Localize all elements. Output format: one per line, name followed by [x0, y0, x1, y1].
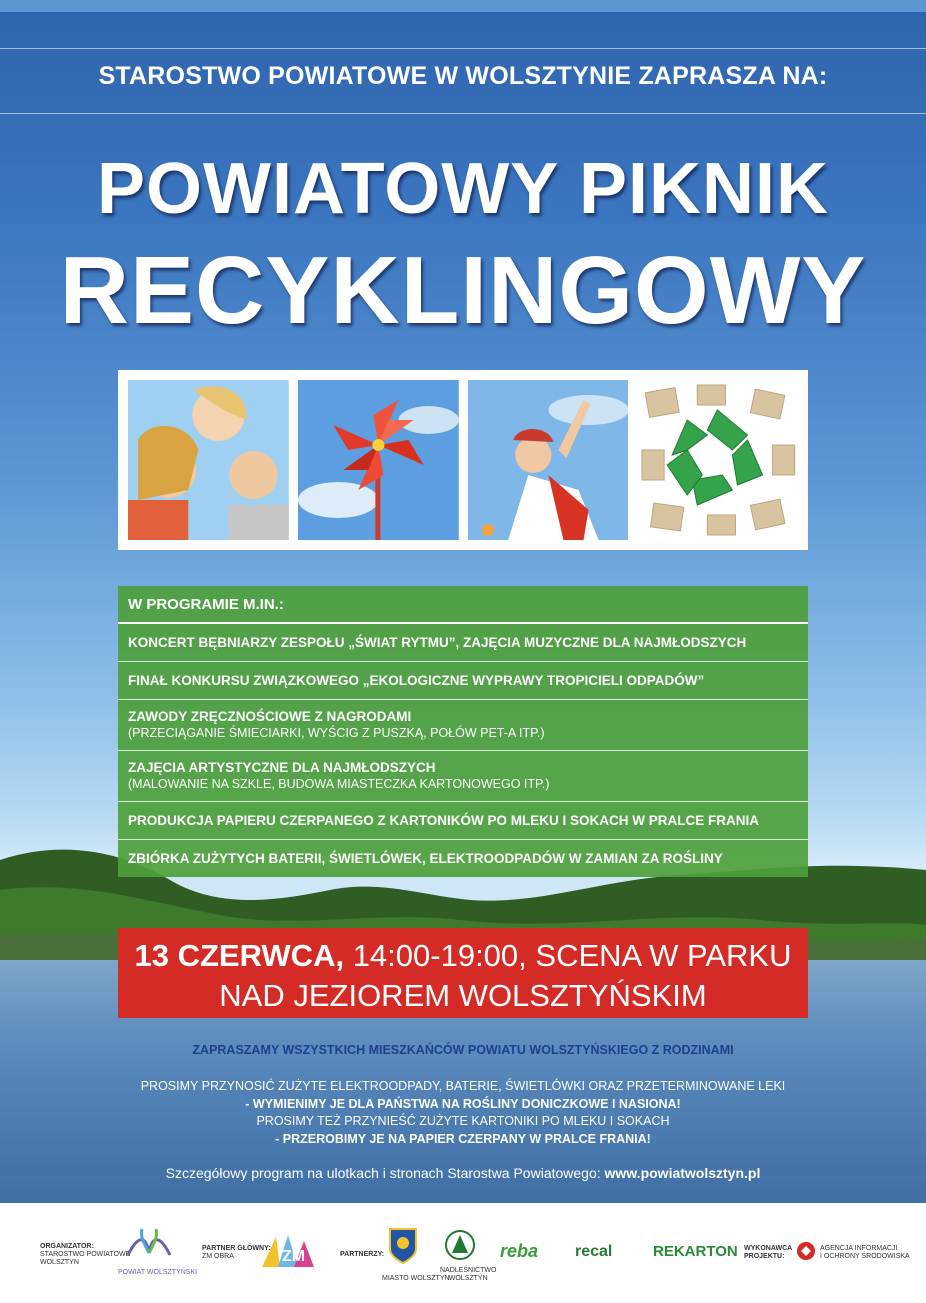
- partners-credit: [340, 1251, 384, 1259]
- organizer-invite-heading: STAROSTWO POWIATOWE W WOLSZTYNIE ZAPRASZA NA:: [98, 62, 828, 90]
- pinwheel-photo: [298, 380, 459, 540]
- agencja-line1: AGENCJA INFORMACJI: [820, 1245, 898, 1252]
- organizer-name: STAROSTWO POWIATOWE: [40, 1251, 131, 1258]
- program-item: [118, 840, 808, 877]
- event-date: 13 CZERWCA,: [134, 938, 345, 973]
- event-title-line1: POWIATOWY PIKNIK: [96, 149, 830, 229]
- program-item-text: PRODUKCJA PAPIERU CZERPANEGO Z KARTONIKÓW PO MLEKU I SOKACH W PRALCE FRANIA: [128, 813, 760, 828]
- event-date-line: [118, 928, 808, 974]
- invite-text: ZAPRASZAMY WSZYSTKICH MIESZKAŃCÓW POWIATU WOLSZTYŃSKIEGO Z RODZINAMI: [192, 1043, 734, 1057]
- program-info-footer: [0, 1165, 926, 1181]
- event-title-line2: RECYKLINGOWY: [59, 237, 867, 344]
- recycling-tiles-photo: [637, 380, 798, 540]
- rekarton-logo: REKARTON: [653, 1243, 738, 1260]
- event-place: NAD JEZIOREM WOLSZTYŃSKIM: [219, 978, 707, 1013]
- main-partner-name: ZM OBRA: [202, 1253, 234, 1260]
- main-partner-label: PARTNER GŁÓWNY:: [202, 1245, 271, 1252]
- program-item-text: FINAŁ KONKURSU ZWIĄZKOWEGO „EKOLOGICZNE WYPRAWY TROPICIELI ODPADÓW”: [128, 673, 705, 688]
- photo-strip: [118, 370, 808, 550]
- note-line: PROSIMY TEŻ PRZYNIEŚĆ ZUŻYTE KARTONIKI PO MLEKU I SOKACH: [256, 1114, 670, 1128]
- powiat-logo-caption: POWIAT WOLSZTYŃSKI: [118, 1269, 198, 1276]
- program-item: [118, 624, 808, 662]
- contractor-label-2: PROJEKTU:: [744, 1253, 785, 1260]
- program-item: [118, 662, 808, 700]
- note-line: PROSIMY PRZYNOSIĆ ZUŻYTE ELEKTROODPADY, BATERIE, ŚWIETLÓWKI ORAZ PRZETERMINOWANE LEKI: [140, 1079, 786, 1093]
- event-date-banner: [118, 928, 808, 1018]
- zm-obra-logo: [258, 1227, 320, 1275]
- svg-text:ZM: ZM: [282, 1248, 306, 1265]
- program-item-text: KONCERT BĘBNIARZY ZESPOŁU „ŚWIAT RYTMU”, ZAJĘCIA MUZYCZNE DLA NAJMŁODSZYCH: [128, 635, 747, 650]
- event-time-venue: 14:00-19:00, SCENA W PARKU: [344, 938, 792, 973]
- website-link[interactable]: www.powiatwolsztyn.pl: [604, 1165, 761, 1181]
- note-line: - WYMIENIMY JE DLA PAŃSTWA NA ROŚLINY DONICZKOWE I NASIONA!: [245, 1096, 681, 1111]
- kids-photo: [128, 380, 289, 540]
- reba-logo: reba: [500, 1241, 539, 1261]
- agencja-logo-icon: [796, 1241, 816, 1261]
- nadlesnictwo-name: NADLEŚNICTWO: [440, 1267, 497, 1274]
- note-line: - PRZEROBIMY JE NA PAPIER CZERPANY W PRALCE FRANIA!: [275, 1131, 651, 1146]
- powiat-wolsztynski-logo: [118, 1225, 180, 1265]
- program-item-detail: (MALOWANIE NA SZKLE, BUDOWA MIASTECZKA KARTONOWEGO ITP.): [128, 777, 550, 791]
- sponsors-bar: [0, 1203, 926, 1303]
- footer-text: Szczegółowy program na ulotkach i stronach Starostwa Powiatowego:: [165, 1165, 601, 1181]
- recal-logo: recal: [575, 1243, 613, 1260]
- program-item-text: ZAWODY ZRĘCZNOŚCIOWE Z NAGRODAMI: [128, 709, 412, 724]
- top-band: [0, 0, 926, 12]
- nadlesnictwo-caption: [440, 1267, 496, 1283]
- miasto-wolsztyn-caption: MIASTO WOLSZTYN: [382, 1275, 450, 1282]
- program-item-text: ZAJĘCIA ARTYSTYCZNE DLA NAJMŁODSZYCH: [128, 760, 436, 775]
- women-photo: [468, 380, 629, 540]
- program-item-text: ZBIÓRKA ZUŻYTYCH BATERII, ŚWIETLÓWEK, ELEKTROODPADÓW W ZAMIAN ZA ROŚLINY: [128, 851, 723, 866]
- program-item-detail: (PRZECIĄGANIE ŚMIECIARKI, WYŚCIG Z PUSZKĄ, POŁÓW PET-A ITP.): [128, 726, 545, 740]
- nadlesnictwo-logo: [444, 1229, 476, 1261]
- organizer-credit: [40, 1243, 130, 1267]
- program-panel: [118, 586, 808, 877]
- program-item: [118, 751, 808, 802]
- program-item: [118, 802, 808, 840]
- program-item: [118, 700, 808, 751]
- project-contractor-credit: [744, 1245, 792, 1261]
- agencja-name: [820, 1245, 910, 1261]
- miasto-wolsztyn-crest: [388, 1227, 418, 1265]
- agencja-line2: I OCHRONY ŚRODOWISKA: [820, 1253, 910, 1260]
- contractor-label: WYKONAWCA: [744, 1245, 793, 1252]
- nadlesnictwo-city: WOLSZTYN: [448, 1275, 488, 1282]
- partners-label: PARTNERZY:: [340, 1251, 385, 1258]
- collection-notes: [0, 1078, 926, 1148]
- organizer-city: WOLSZTYN: [40, 1259, 79, 1266]
- organizer-label: ORGANIZATOR:: [40, 1243, 94, 1250]
- program-heading: W PROGRAMIE M.IN.:: [118, 586, 808, 624]
